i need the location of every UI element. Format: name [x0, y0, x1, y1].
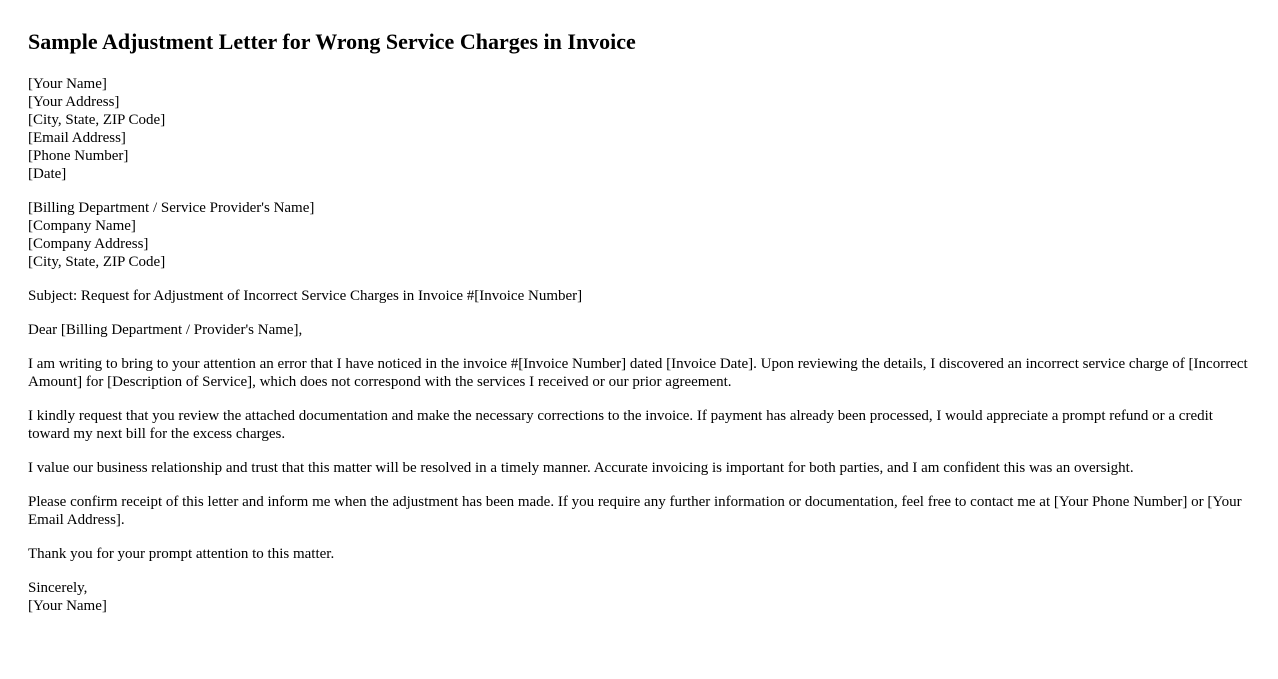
- salutation: Dear [Billing Department / Provider's Name],: [28, 322, 303, 338]
- recipient-city-state-zip: [City, State, ZIP Code]: [28, 254, 166, 270]
- sender-email: [Email Address]: [28, 130, 126, 146]
- body-paragraph-3: I value our business relationship and trust that this matter will be resolved in a timely manner. Accurate invoicing is important for both parties, and I am confident this was an oversight.: [28, 460, 1134, 476]
- sender-city-state-zip: [City, State, ZIP Code]: [28, 112, 166, 128]
- sender-name: [Your Name]: [28, 76, 107, 92]
- sender-address-block: [28, 75, 1250, 183]
- recipient-department: [Billing Department / Service Provider's Name]: [28, 200, 315, 216]
- closing-block: [28, 579, 1250, 615]
- recipient-company-address: [Company Address]: [28, 236, 149, 252]
- subject-line: Subject: Request for Adjustment of Incorrect Service Charges in Invoice #[Invoice Number]: [28, 288, 583, 304]
- page-title: Sample Adjustment Letter for Wrong Service Charges in Invoice: [28, 29, 636, 54]
- body-paragraph-4: Please confirm receipt of this letter and inform me when the adjustment has been made. If you require any further information or documentation, feel free to contact me at [Your Phone Number] or [Your Email Address].: [28, 494, 1242, 528]
- closing: Sincerely,: [28, 580, 88, 596]
- sender-address: [Your Address]: [28, 94, 120, 110]
- letter-date: [Date]: [28, 166, 67, 182]
- signature-name: [Your Name]: [28, 598, 107, 614]
- body-paragraph-2: I kindly request that you review the attached documentation and make the necessary corrections to the invoice. If payment has already been processed, I would appreciate a prompt refund or a credit toward my next bill for the excess charges.: [28, 408, 1213, 442]
- sender-phone: [Phone Number]: [28, 148, 129, 164]
- body-paragraph-1: I am writing to bring to your attention an error that I have noticed in the invoice #[Invoice Number] dated [Invoice Date]. Upon reviewing the details, I discovered an incorrect service charge of [Incorrect Amount] for [Description of Service], which does not correspond with the services I received or our prior agreement.: [28, 356, 1248, 390]
- recipient-address-block: [28, 199, 1250, 271]
- body-paragraph-5: Thank you for your prompt attention to this matter.: [28, 546, 335, 562]
- letter-page: [0, 29, 1278, 615]
- recipient-company-name: [Company Name]: [28, 218, 136, 234]
